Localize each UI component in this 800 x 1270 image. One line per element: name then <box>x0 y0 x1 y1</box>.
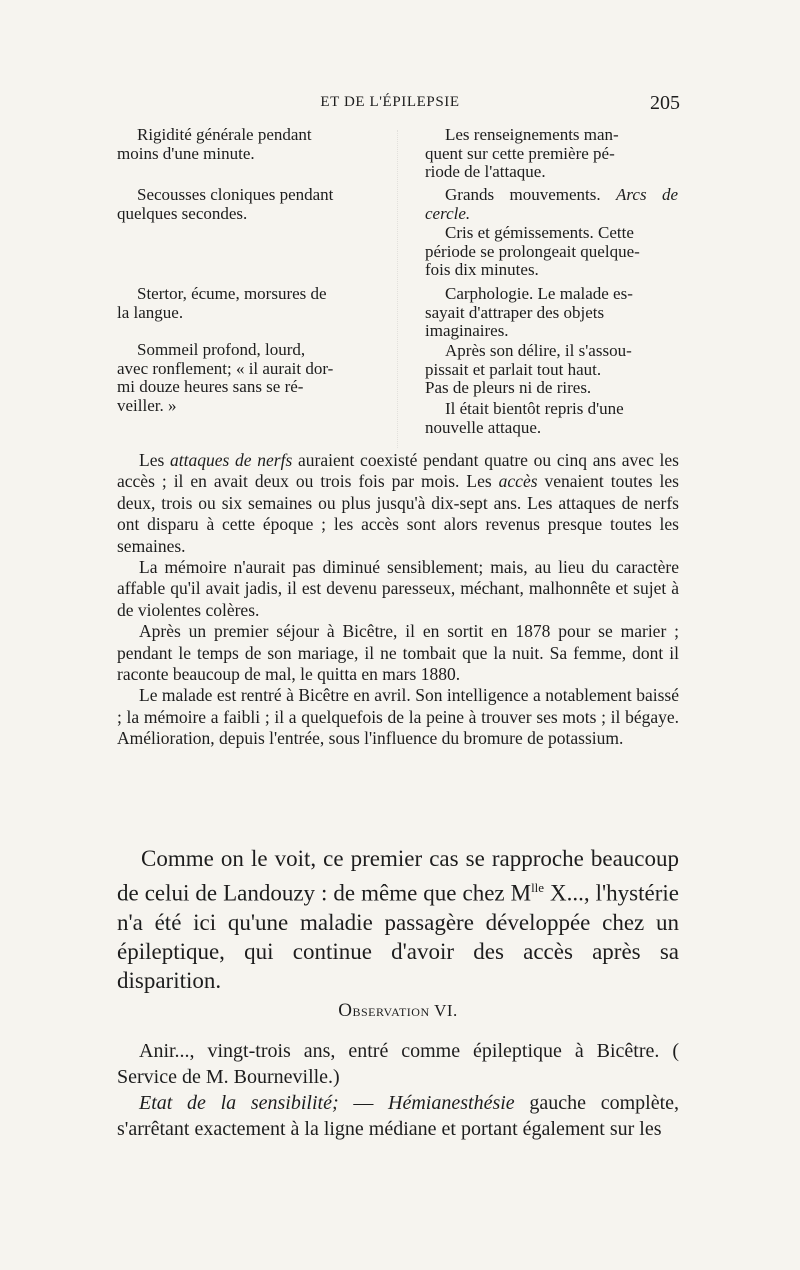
paragraph-memory: La mémoire n'aurait pas diminué sensiblement; mais, au lieu du caractère affable qu'il avait jadis, il est devenu paresseux, méchant, malhonnête et sujet à de violentes colères. <box>117 557 679 620</box>
observation-text <box>117 1038 679 1142</box>
left-entry-stertor: Stertor, écume, morsures de la langue. <box>117 284 327 322</box>
right-entry-information: Les renseignements man- quent sur cette première pé- riode de l'attaque. <box>425 125 619 181</box>
right-entry-movements: Grands mouvements. Arcs de cercle. <box>425 185 679 223</box>
body-text <box>117 450 679 750</box>
commentary-text <box>117 844 679 995</box>
page-number: 205 <box>650 92 680 114</box>
paragraph-attacks: Les attaques de nerfs auraient coexisté pendant quatre ou cinq ans avec les accès ; il en avait deux ou trois fois par mois. Les accès venaient toutes les deux, trois ou six semaines ou plus jusqu'à dix-sept ans. Les attaques de nerfs ont disparu à cette époque ; les accès sont alors revenus presque toutes les semaines. <box>117 450 679 556</box>
right-entry-delirium: Après son délire, il s'assou- pissait et parlait tout haut. Pas de pleurs ni de rires. <box>425 341 632 397</box>
right-entry-new-attack: Il était bientôt repris d'une nouvelle attaque. <box>425 399 624 437</box>
observation-heading: Observation VI. <box>338 1000 458 1021</box>
right-entry-cries: Cris et gémissements. Cette période se prolongeait quelque- fois dix minutes. <box>425 223 640 279</box>
paragraph-bicetre: Après un premier séjour à Bicêtre, il en sortit en 1878 pour se marier ; pendant le temps de son mariage, il ne tombait que la nuit. Sa femme, dont il raconte beaucoup de mal, le quitta en mars 1880. <box>117 621 679 685</box>
paragraph-sensibility: Etat de la sensibilité; — Hémianesthésie gauche complète, s'arrêtant exactement à la ligne médiane et portant également sur les <box>117 1092 680 1140</box>
paragraph-commentary: Comme on le voit, ce premier cas se rapproche beaucoup de celui de Landouzy : de même que chez $M^{lle}$ X..., l'hystérie n'a été ici qu'une maladie passagère développée chez un épileptique, qui continue d'avoir des accès après sa disparition. <box>117 846 679 993</box>
paragraph-return: Le malade est rentré à Bicêtre en avril. Son intelligence a notablement baissé ; la mémoire a faibli ; il a quelquefois de la peine à trouver ses mots ; il bégaye. Amélioration, depuis l'entrée, sous l'influence du bromure de potassium. <box>117 685 679 749</box>
paragraph-patient: Anir..., vingt-trois ans, entré comme épileptique à Bicêtre. ( Service de M. Bourneville.) <box>117 1040 679 1088</box>
left-entry-rigidity: Rigidité générale pendant moins d'une minute. <box>117 125 312 163</box>
right-entry-carphology: Carphologie. Le malade es- sayait d'attraper des objets imaginaires. <box>425 284 633 340</box>
running-header <box>100 92 680 116</box>
column-divider <box>397 130 398 448</box>
left-entry-sleep: Sommeil profond, lourd, avec ronflement; « il aurait dor- mi douze heures sans se ré- veiller. » <box>117 340 334 415</box>
running-title: ET DE L'ÉPILEPSIE <box>320 94 460 110</box>
left-entry-clonic: Secousses cloniques pendant quelques secondes. <box>117 185 334 223</box>
